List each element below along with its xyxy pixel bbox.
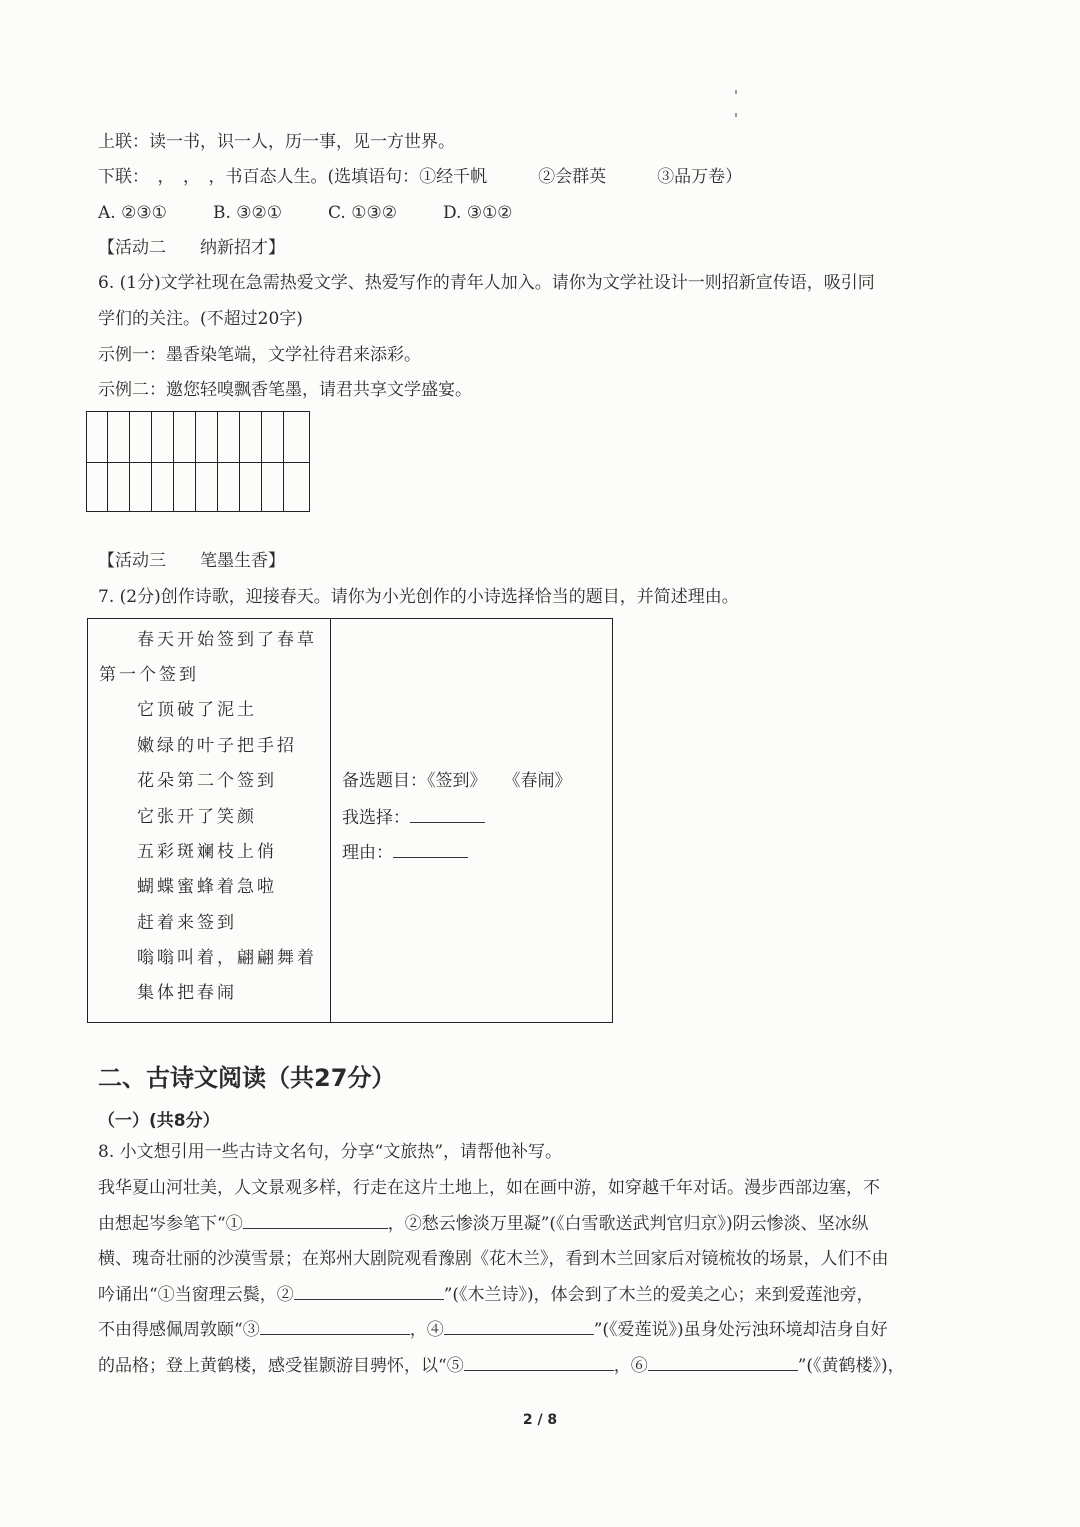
poem-line: 集体把春闹 — [137, 983, 237, 1003]
candidate-titles: 备选题目：《签到》 《春闹》 — [342, 771, 572, 791]
fill-blank[interactable] — [444, 1318, 594, 1335]
fill-blank[interactable] — [260, 1318, 410, 1335]
fill-blank[interactable] — [648, 1354, 798, 1371]
choose-row — [342, 806, 485, 829]
scan-speck — [735, 113, 737, 117]
q6-example2: 示例二：邀您轻嗅飘香笔墨，请君共享文学盛宴。 — [98, 380, 472, 400]
fill-blank[interactable] — [243, 1212, 388, 1229]
poem-line: 第一个签到 — [99, 665, 199, 685]
option-b: B. ③②① — [213, 203, 283, 223]
q8-paragraph-line: 我华夏山河壮美，人文景观多样，行走在这片土地上，如在画中游，如穿越千年对话。漫步西部边塞，不 — [98, 1178, 880, 1198]
q8-paragraph-line: 吟诵出“①当窗理云鬓，② ”(《木兰诗》)，体会到了木兰的爱美之心；来到爱莲池旁， — [98, 1285, 874, 1305]
activity2-heading: 【活动二 纳新招才】 — [98, 238, 285, 258]
poem-line: 嫩绿的叶子把手招 — [137, 736, 297, 756]
option-c: C. ①③② — [328, 203, 397, 223]
answer-grid[interactable] — [86, 411, 310, 512]
scan-speck — [735, 90, 737, 94]
fill-blank[interactable] — [464, 1354, 614, 1371]
poem-line: 花朵第二个签到 — [137, 771, 277, 791]
q8-text: 8. 小文想引用一些古诗文名句，分享“文旅热”，请帮他补写。 — [98, 1142, 563, 1162]
option-a: A. ②③① — [98, 203, 167, 223]
poem-line: 它顶破了泥土 — [137, 700, 257, 720]
page-number: 2 / 8 — [522, 1412, 558, 1428]
section-title: 二、古诗文阅读（共27分） — [98, 1064, 396, 1092]
q8-paragraph-line: 由想起岑参笔下“① ，②愁云惨淡万里凝”(《白雪歌送武判官归京》)阴云惨淡、坚冰纵 — [98, 1214, 869, 1234]
poem-line: 嗡嗡叫着，翩翩舞着 — [137, 948, 317, 968]
reason-row — [342, 841, 468, 864]
poem-line: 五彩斑斓枝上俏 — [137, 842, 277, 862]
q8-paragraph-line: 横、瑰奇壮丽的沙漠雪景；在郑州大剧院观看豫剧《花木兰》，看到木兰回家后对镜梳妆的场景，人们不由 — [98, 1249, 889, 1269]
activity3-heading: 【活动三 笔墨生香】 — [98, 551, 285, 571]
fill-blank[interactable] — [294, 1283, 444, 1300]
q7-text: 7. (2分)创作诗歌，迎接春天。请你为小光创作的小诗选择恰当的题目，并简述理由。 — [98, 587, 739, 607]
q6-example1: 示例一：墨香染笔端，文学社待君来添彩。 — [98, 345, 421, 365]
poem-line: 它张开了笑颜 — [137, 807, 257, 827]
reason-label: 理由： — [342, 843, 393, 863]
q6-text-line1: 6. (1分)文学社现在急需热爱文学、热爱写作的青年人加入。请你为文学社设计一则招新宣传语，吸引同 — [98, 273, 875, 293]
poem-line: 赶着来签到 — [137, 913, 237, 933]
poem-line: 春天开始签到了春草 — [137, 630, 317, 650]
choose-label: 我选择： — [342, 808, 410, 828]
q8-paragraph-line: 的品格；登上黄鹤楼，感受崔颢游目骋怀，以“⑤ ，⑥ ”(《黄鹤楼》)， — [98, 1356, 905, 1376]
option-d: D. ③①② — [443, 203, 513, 223]
choose-blank[interactable] — [410, 806, 485, 823]
couplet-lower: 下联： ， ， ，书百态人生。(选填语句：①经千帆 ②会群英 ③品万卷） — [98, 167, 743, 187]
q8-paragraph-line: 不由得感佩周敦颐“③ ，④ ”(《爱莲说》)虽身处污浊环境却洁身自好 — [98, 1320, 888, 1340]
part-title: （一）(共8分） — [98, 1111, 220, 1131]
q6-text-line2: 学们的关注。(不超过20字) — [98, 309, 303, 329]
reason-blank[interactable] — [393, 841, 468, 858]
poem-line: 蝴蝶蜜蜂着急啦 — [137, 877, 277, 897]
couplet-upper: 上联：读一书，识一人，历一事，见一方世界。 — [98, 132, 455, 152]
